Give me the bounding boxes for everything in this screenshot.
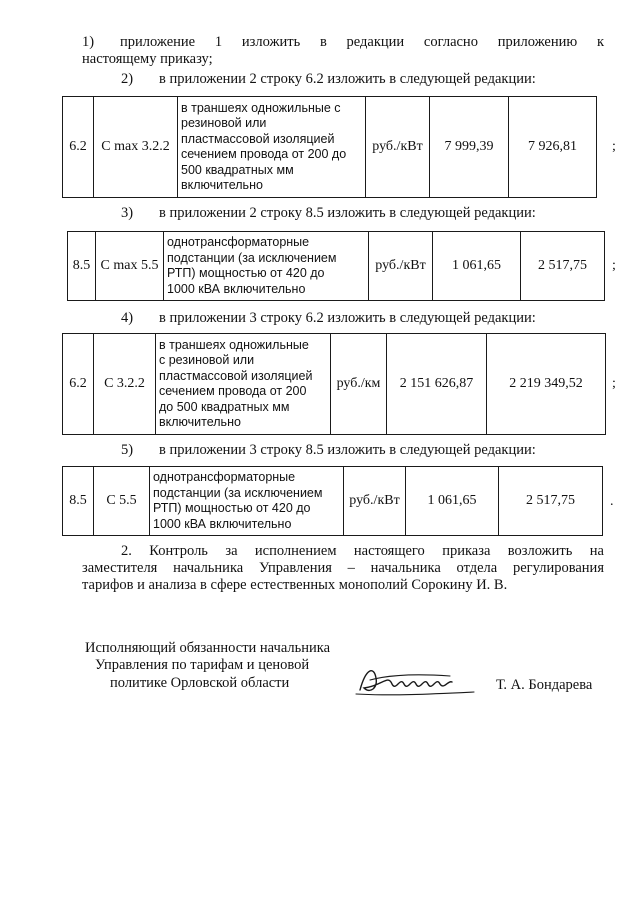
description-line: пластмассовой изоляцией [181, 131, 335, 146]
item3-number: 3) [121, 205, 134, 221]
description-line: сечением провода от 200 [159, 384, 307, 398]
handwritten-signature [352, 660, 482, 700]
value1-cell: 1 061,65 [406, 467, 499, 536]
trailing-punctuation: ; [612, 376, 616, 391]
description-line: пластмассовой изоляцией [159, 368, 313, 383]
description-line: РТП) мощностью от 420 до [153, 501, 311, 515]
value2-cell: 2 219 349,52 [487, 334, 606, 435]
description-line: в траншеях одножильные [159, 337, 309, 352]
description-line: 1000 кВА включительно [167, 281, 306, 296]
unit-cell: руб./км [331, 334, 387, 435]
value1-cell: 7 999,39 [430, 97, 509, 198]
description-line: включительно [181, 178, 263, 192]
control-line1: 2. Контроль за исполнением настоящего приказа возложить на [121, 543, 604, 559]
description-line: 1000 кВА включительно [153, 516, 292, 531]
item1-text: приложение 1 изложить в редакции согласно приложению к [120, 34, 604, 50]
item5 [121, 442, 536, 459]
description-line: в траншеях одножильные с [181, 100, 341, 115]
value2-cell: 7 926,81 [509, 97, 597, 198]
control-line3: тарифов и анализа в сфере естественных монополий Сорокину И. В. [82, 577, 508, 593]
description-cell [164, 232, 369, 301]
item2-number: 2) [121, 71, 134, 87]
description-line: подстанции (за исключением [167, 250, 337, 265]
control-line2: заместителя начальника Управления – начальника отдела регулирования [82, 560, 604, 576]
row-number-cell: 6.2 [63, 334, 94, 435]
description-line: однотрансформаторные [167, 235, 310, 249]
item3 [121, 205, 536, 222]
table-row [63, 334, 606, 435]
description-line: резиновой или [181, 116, 267, 130]
description-line: включительно [159, 415, 241, 429]
item4-text: в приложении 3 строку 6.2 изложить в следующей редакции: [159, 310, 536, 326]
description-line: РТП) мощностью от 420 до [167, 266, 325, 280]
item1-line1 [82, 34, 604, 51]
row-number-cell: 8.5 [63, 467, 94, 536]
description-line: однотрансформаторные [153, 470, 296, 484]
item1-number: 1) [82, 34, 95, 50]
table-row [63, 467, 603, 536]
description-cell [156, 334, 331, 435]
signatory-position-line3: политике Орловской области [110, 675, 290, 691]
description-cell [150, 467, 344, 536]
item4-number: 4) [121, 310, 134, 326]
item3-text: в приложении 2 строку 8.5 изложить в следующей редакции: [159, 205, 536, 221]
code-cell: C 5.5 [94, 467, 150, 536]
replacement-table-2 [67, 231, 605, 301]
description-line: с резиновой или [159, 353, 255, 367]
replacement-table-1 [62, 96, 597, 198]
code-cell: C 3.2.2 [94, 334, 156, 435]
row-number-cell: 6.2 [63, 97, 94, 198]
item2-text: в приложении 2 строку 6.2 изложить в следующей редакции: [159, 71, 536, 87]
unit-cell: руб./кВт [369, 232, 433, 301]
item5-number: 5) [121, 442, 134, 458]
trailing-punctuation: ; [612, 139, 616, 154]
item2 [121, 71, 536, 88]
unit-cell: руб./кВт [366, 97, 430, 198]
description-line: подстанции (за исключением [153, 485, 323, 500]
code-cell: C max 3.2.2 [94, 97, 178, 198]
description-line: 500 квадратных мм [181, 162, 294, 177]
unit-cell: руб./кВт [344, 467, 406, 536]
row-number-cell: 8.5 [68, 232, 96, 301]
replacement-table-4 [62, 466, 603, 536]
replacement-table-3 [62, 333, 606, 435]
signatory-name: Т. А. Бондарева [496, 677, 593, 693]
code-cell: C max 5.5 [96, 232, 164, 301]
trailing-punctuation: ; [612, 258, 616, 273]
signatory-position-line2: Управления по тарифам и ценовой [95, 657, 310, 673]
value2-cell: 2 517,75 [499, 467, 603, 536]
item4 [121, 310, 536, 327]
item1-line2: настоящему приказу; [82, 51, 213, 67]
item5-text: в приложении 3 строку 8.5 изложить в следующей редакции: [159, 442, 536, 458]
signatory-position-line1: Исполняющий обязанности начальника [85, 640, 331, 656]
table-row [68, 232, 605, 301]
description-line: до 500 квадратных мм [159, 399, 290, 414]
table-row [63, 97, 597, 198]
value1-cell: 1 061,65 [433, 232, 521, 301]
value2-cell: 2 517,75 [521, 232, 605, 301]
value1-cell: 2 151 626,87 [387, 334, 487, 435]
description-line: сечением провода от 200 до [181, 147, 347, 161]
trailing-punctuation: . [610, 494, 614, 509]
description-cell [178, 97, 366, 198]
